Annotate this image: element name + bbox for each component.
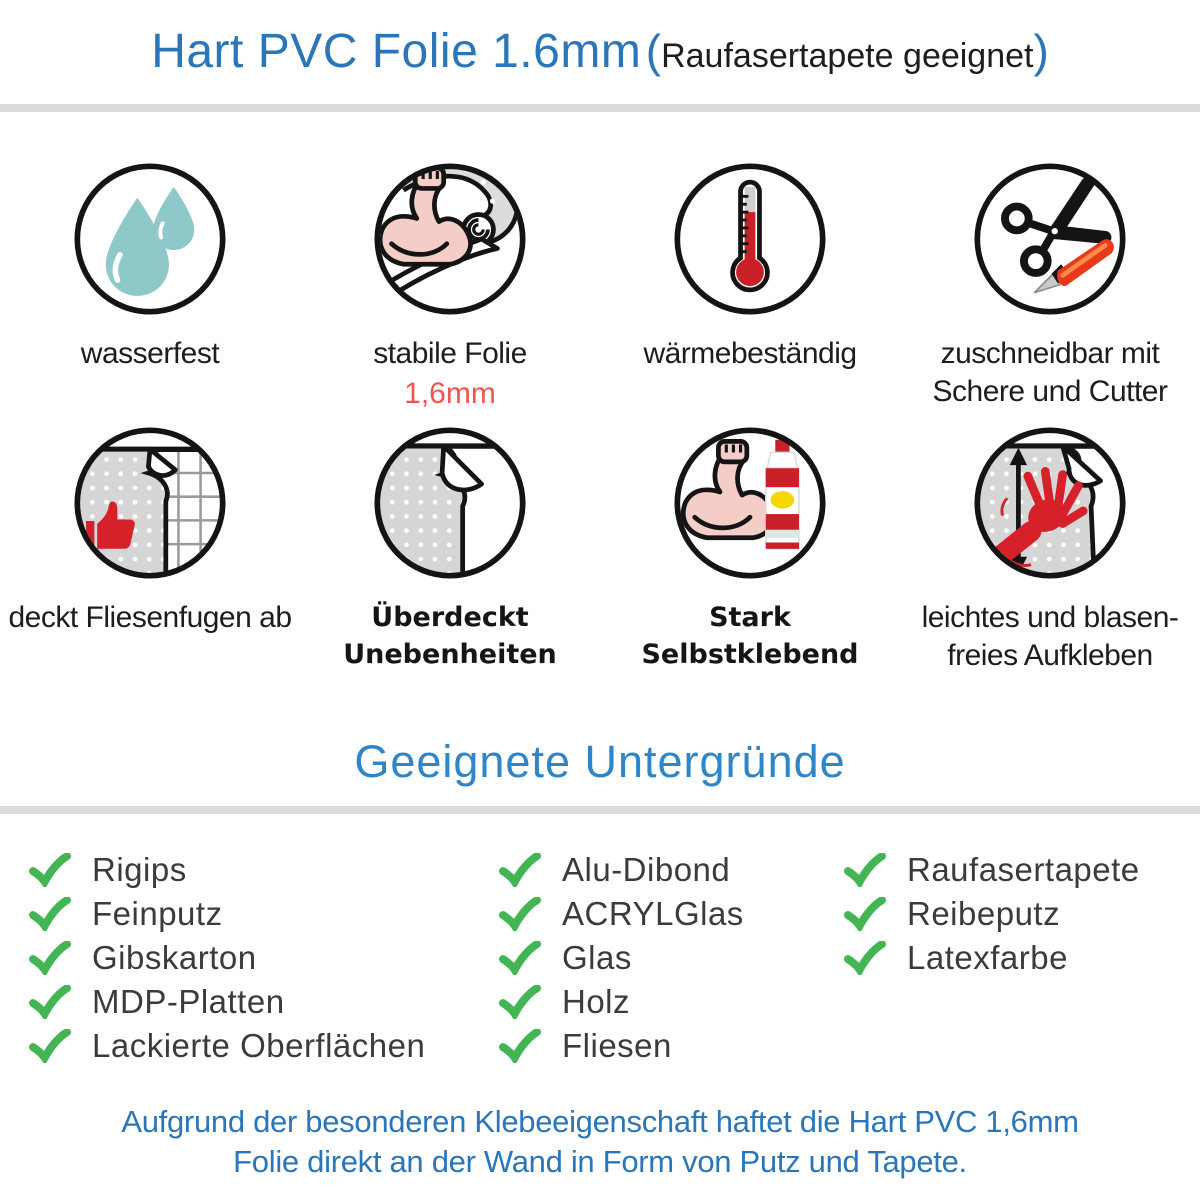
check-icon <box>498 985 542 1019</box>
check-icon <box>28 941 72 975</box>
water-drops-icon <box>71 160 229 318</box>
feature-label: Überdeckt Unebenheiten <box>343 602 557 670</box>
check-icon <box>498 897 542 931</box>
list-item: Alu-Dibond <box>498 848 843 892</box>
feature-wasserfest <box>0 160 300 373</box>
title-paren-text: Raufasertapete geeignet <box>661 37 1034 75</box>
title-main: Hart PVC Folie 1.6mm <box>151 25 642 78</box>
check-icon <box>843 853 887 887</box>
check-icon <box>498 853 542 887</box>
check-icon <box>843 941 887 975</box>
tile-grid-thumbs-up-icon <box>71 424 229 582</box>
list-item: Fliesen <box>498 1024 843 1068</box>
feature-waermebestaendig <box>600 160 900 373</box>
list-item: Raufasertapete <box>843 848 1193 892</box>
list-item: Latexfarbe <box>843 936 1193 980</box>
list-item: Feinputz <box>28 892 498 936</box>
list-item: Gibskarton <box>28 936 498 980</box>
feature-label: Stark Selbstklebend <box>641 602 859 670</box>
check-icon <box>28 1029 72 1063</box>
feature-label: deckt Fliesenfugen ab <box>8 601 292 634</box>
surfaces-column-3 <box>843 848 1193 1068</box>
title-paren-open: ( <box>645 25 662 77</box>
feature-aufkleben <box>900 424 1200 675</box>
feature-label: stabile Folie <box>373 337 527 370</box>
list-item: Glas <box>498 936 843 980</box>
dotted-foil-fold-icon <box>371 424 529 582</box>
feature-fliesenfugen <box>0 424 300 637</box>
surfaces-list <box>28 848 1193 1068</box>
list-item: Rigips <box>28 848 498 892</box>
check-icon <box>28 897 72 931</box>
title-paren-close: ) <box>1033 25 1049 77</box>
page-title <box>0 24 1200 79</box>
check-icon <box>28 853 72 887</box>
list-item: Lackierte Oberflächen <box>28 1024 498 1068</box>
muscle-foil-roll-icon <box>371 160 529 318</box>
check-icon <box>498 1029 542 1063</box>
list-item: Holz <box>498 980 843 1024</box>
feature-unebenheiten <box>300 424 600 673</box>
scissors-cutter-icon <box>971 160 1129 318</box>
check-icon <box>28 985 72 1019</box>
list-item: MDP-Platten <box>28 980 498 1024</box>
feature-stabile-folie <box>300 160 600 411</box>
feature-label: wasserfest <box>80 337 220 370</box>
section-title-untergruende: Geeignete Untergründe <box>354 736 846 787</box>
footer-note <box>0 1102 1200 1182</box>
feature-selbstklebend <box>600 424 900 673</box>
divider-top <box>0 104 1200 112</box>
list-item: Reibeputz <box>843 892 1193 936</box>
feature-label: wärmebeständig <box>643 337 857 370</box>
check-icon <box>498 941 542 975</box>
footer-line-1: Aufgrund der besonderen Klebeeigenschaft haftet die Hart PVC 1,6mm <box>121 1104 1079 1139</box>
footer-line-2: Folie direkt an der Wand in Form von Putz und Tapete. <box>233 1144 967 1179</box>
feature-zuschneidbar <box>900 160 1200 411</box>
thermometer-icon <box>671 160 829 318</box>
hand-smoothing-arrow-icon <box>971 424 1129 582</box>
muscle-glue-tube-icon <box>671 424 829 582</box>
divider-mid <box>0 806 1200 814</box>
feature-label: leichtes und blasen- freies Aufkleben <box>921 601 1179 672</box>
list-item: ACRYLGlas <box>498 892 843 936</box>
feature-label: zuschneidbar mit Schere und Cutter <box>932 337 1168 408</box>
check-icon <box>843 897 887 931</box>
feature-sublabel-thickness: 1,6mm <box>404 377 496 410</box>
surfaces-column-2 <box>498 848 843 1068</box>
surfaces-column-1 <box>28 848 498 1068</box>
